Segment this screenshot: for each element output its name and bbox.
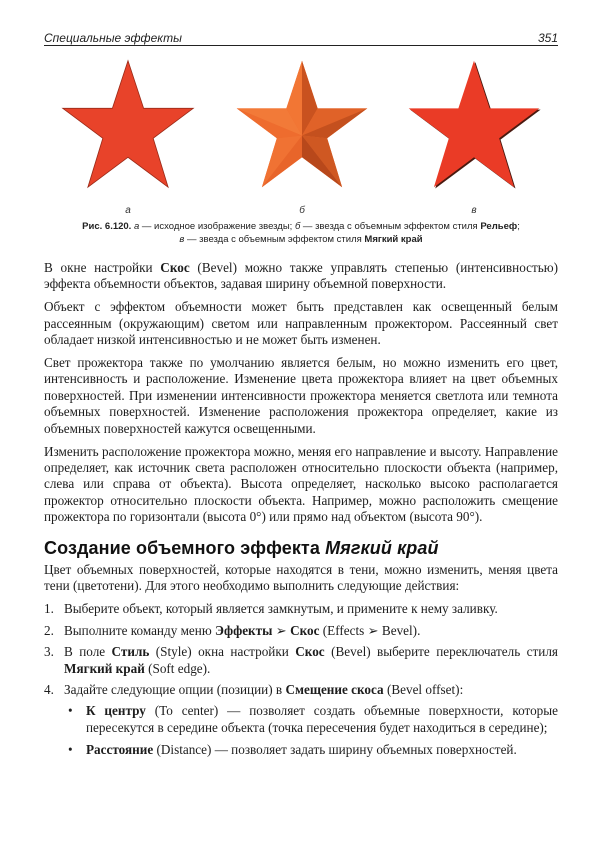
star-c-soft-edge-icon [406, 58, 542, 194]
term-soft-edge: Мягкий край [64, 660, 145, 676]
caption-text-c: — звезда с объемным эффектом стиля [184, 234, 365, 245]
bullet-icon: • [68, 703, 73, 719]
page-number: 351 [537, 31, 558, 45]
section-intro: Цвет объемных поверхностей, которые находятся в тени, можно изменить, меняя цвета тени (цветотени). Для этого необходимо выполнить следующие действия: [44, 562, 558, 594]
heading-italic: Мягкий край [325, 537, 439, 558]
caption-style-relief: Рельеф [480, 221, 518, 232]
section-heading [44, 537, 558, 558]
step-text: (Bevel) выберите переключатель стиля [324, 644, 558, 660]
figure-label-c: в [471, 205, 477, 216]
step-text: (Soft edge). [144, 660, 211, 676]
step-text: (Effects ➢ Bevel). [319, 622, 421, 638]
star-b-relief-icon [234, 58, 370, 194]
figure-stars [44, 58, 558, 218]
caption-letter-a: а [133, 221, 140, 232]
paragraph-3: Свет прожектора также по умолчанию является белым, но можно изменить его цвет, интенсивность и расположение. Изменение цвета прожектора влияет на цвет объемных поверхностей. При изменении интенсивности прожектора меняется светлота или темнота объемных поверхностей. Изменение расположения прожектора определяет, какие из объемных поверхностей кажутся освещенными. [44, 355, 558, 436]
caption-letter-b: б [294, 221, 301, 232]
heading-plain: Создание объемного эффекта [44, 537, 326, 558]
header-section-title: Специальные эффекты [44, 31, 182, 45]
steps-list [44, 601, 558, 758]
star-a-flat-icon [60, 58, 196, 194]
figure-label-a: а [125, 205, 131, 216]
option-item [64, 742, 558, 758]
caption-text-b: — звезда с объемным эффектом стиля [300, 221, 481, 232]
caption-letter-c: в [179, 234, 185, 245]
step-text: Выберите объект, который является замкнутым, и примените к нему заливку. [64, 601, 498, 617]
caption-semicolon: ; [517, 221, 520, 232]
step-text: Задайте следующие опции (позиции) в [64, 681, 286, 697]
step-text: В поле [64, 644, 112, 660]
option-item [64, 703, 558, 736]
step-item [44, 623, 558, 639]
body-text [44, 260, 558, 765]
figure-label-b: б [299, 205, 305, 216]
step-number: 2. [44, 622, 54, 638]
caption-prefix: Рис. 6.120. [82, 221, 132, 232]
step-item [44, 644, 558, 677]
header-rule [44, 45, 558, 46]
option-term: К центру [86, 703, 146, 719]
step-item [44, 682, 558, 759]
bullet-icon: • [68, 742, 73, 758]
step-text: Выполните команду меню [64, 622, 215, 638]
p1-start: В окне настройки [44, 260, 161, 275]
term-bevel-offset: Смещение скоса [285, 681, 384, 697]
running-header [44, 31, 558, 45]
menu-bevel: Скос [290, 622, 320, 638]
caption-text-a: — исходное изображение звезды; [139, 221, 295, 232]
option-text: (To center) — позволяет создать объемные поверхности, которые пересекутся в середине объекта (точка пересечения будет находиться в середине); [86, 703, 558, 735]
figure-caption [44, 220, 558, 246]
paragraph-2: Объект с эффектом объемности может быть представлен как освещенный белым рассеянным (окружающим) светом или направленным прожектором. Рассеянный свет обладает низкой интенсивностью и не может быть изменен. [44, 299, 558, 348]
caption-style-soft-edge: Мягкий край [364, 234, 423, 245]
step-item [44, 601, 558, 617]
option-text: (Distance) — позволяет задать ширину объемных поверхностей. [153, 742, 517, 758]
options-list [64, 703, 558, 758]
step-number: 4. [44, 681, 54, 697]
p1-term-bevel: Скос [160, 260, 190, 275]
option-term: Расстояние [86, 742, 154, 758]
p1-rest: (Bevel) можно также управлять степенью (интенсивностью) эффекта объемности объектов, задавая ширину объемной поверхности. [44, 260, 558, 292]
step-number: 1. [44, 601, 54, 617]
menu-arrow-icon: ➢ [272, 622, 291, 638]
paragraph-1 [44, 260, 558, 293]
term-bevel: Скос [295, 644, 325, 660]
step-text: (Style) окна настройки [149, 644, 296, 660]
term-style: Стиль [111, 644, 150, 660]
step-text: (Bevel offset): [383, 681, 464, 697]
step-number: 3. [44, 644, 54, 660]
menu-effects: Эффекты [215, 622, 273, 638]
paragraph-4: Изменить расположение прожектора можно, меняя его направление и высоту. Направление определяет, как источник света расположен относительно плоскости объекта (например, слева или справа от объекта). Высота определяет, насколько высоко располагается прожектор относительно плоскости объекта. Например, можно расположить смещение прожектора по горизонтали (высота 0°) или прямо над объектом (высота 90°). [44, 443, 558, 525]
